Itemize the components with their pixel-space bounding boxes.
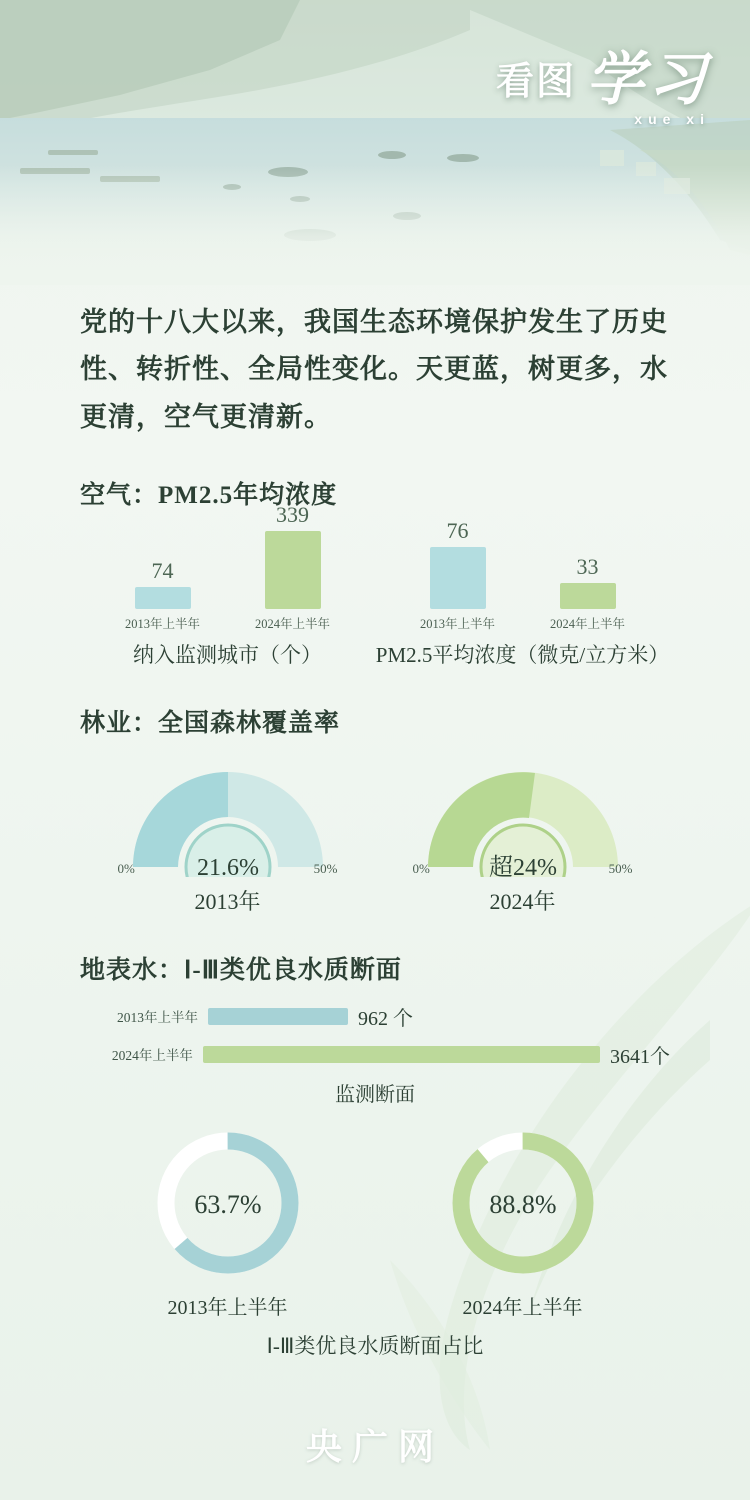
bar-item xyxy=(419,518,497,632)
donut-2024 xyxy=(393,1123,653,1320)
gauge-2024 xyxy=(393,757,653,916)
chart-monitoring-sections xyxy=(80,1002,670,1107)
bar-value: 33 xyxy=(576,553,599,579)
lead-paragraph: 党的十八大以来，我国生态环境保护发生了历史性、转折性、全局性变化。天更蓝，树更多，水更清，空气更清新。 xyxy=(80,307,668,432)
bar-shape xyxy=(265,531,321,609)
chart-title-water-ratio: Ⅰ-Ⅲ类优良水质断面占比 xyxy=(266,1333,484,1358)
bar-item xyxy=(549,554,627,632)
gauge-year-label: 2024年 xyxy=(489,888,556,914)
gauge-2013 xyxy=(98,757,358,916)
brand-kan-text: 看图 xyxy=(495,58,576,103)
donut-value: 63.7% xyxy=(193,1189,262,1219)
section-title-forest: 林业：全国森林覆盖率 xyxy=(80,709,341,737)
bar-category: 2013年上半年 xyxy=(419,616,495,631)
hbar-category: 2013年上半年 xyxy=(117,1010,198,1026)
hbar-value: 962 个 xyxy=(358,1007,413,1030)
gauge-graphic xyxy=(413,757,633,877)
donut-year-label: 2024年上半年 xyxy=(462,1296,583,1319)
gauge-graphic xyxy=(118,757,338,877)
chart-title: 纳入监测城市（个） xyxy=(133,642,322,667)
bar-value: 76 xyxy=(446,517,469,543)
gauge-min-label: 0% xyxy=(412,860,430,876)
hbar-category: 2024年上半年 xyxy=(111,1048,193,1064)
bar-item xyxy=(254,502,332,632)
footer-logo: 央广网 xyxy=(305,1427,444,1467)
gauge-year-label: 2013年 xyxy=(194,888,261,914)
donut-value: 88.8% xyxy=(488,1189,557,1219)
chart-pm25-concentration xyxy=(375,517,670,669)
hbar-row xyxy=(80,1002,670,1031)
section-title-water: 地表水：Ⅰ-Ⅲ类优良水质断面 xyxy=(80,956,402,984)
bar-shape xyxy=(430,547,486,609)
brand-xue-text: 学习 xyxy=(585,44,710,113)
donut-graphic xyxy=(443,1123,603,1283)
gauge-max-label: 50% xyxy=(608,860,633,876)
water-quality-donuts xyxy=(80,1123,670,1320)
brand-logo xyxy=(495,44,710,127)
brand-pinyin: xue xi xyxy=(634,111,710,127)
gauge-value: 超24% xyxy=(488,854,557,877)
bar-category: 2024年上半年 xyxy=(254,616,330,631)
bar-value: 339 xyxy=(276,501,309,527)
donut-2013 xyxy=(98,1123,358,1320)
hero-fade-overlay xyxy=(0,165,750,285)
gauge-max-label: 50% xyxy=(313,860,338,876)
bar-shape xyxy=(135,587,191,609)
gauge-min-label: 0% xyxy=(117,860,135,876)
hbar-shape xyxy=(203,1046,600,1063)
chart-monitored-cities xyxy=(80,501,375,669)
bar-shape xyxy=(560,583,616,609)
chart-title: 监测断面 xyxy=(335,1083,415,1106)
hbar-shape xyxy=(208,1008,348,1025)
chart-title: PM2.5平均浓度（微克/立方米） xyxy=(375,642,670,667)
bar-category: 2024年上半年 xyxy=(549,616,625,631)
air-charts xyxy=(80,501,670,669)
forest-gauges xyxy=(80,757,670,916)
gauge-value: 21.6% xyxy=(196,854,259,877)
hero-banner xyxy=(0,0,750,285)
hbar-row xyxy=(80,1040,670,1069)
donut-graphic xyxy=(148,1123,308,1283)
bar-category: 2013年上半年 xyxy=(124,616,200,631)
bar-item xyxy=(124,558,202,632)
section-title-air: 空气：PM2.5年均浓度 xyxy=(80,481,338,509)
hbar-value: 3641个 xyxy=(610,1045,670,1068)
donut-year-label: 2013年上半年 xyxy=(167,1296,288,1319)
bar-value: 74 xyxy=(151,557,174,583)
